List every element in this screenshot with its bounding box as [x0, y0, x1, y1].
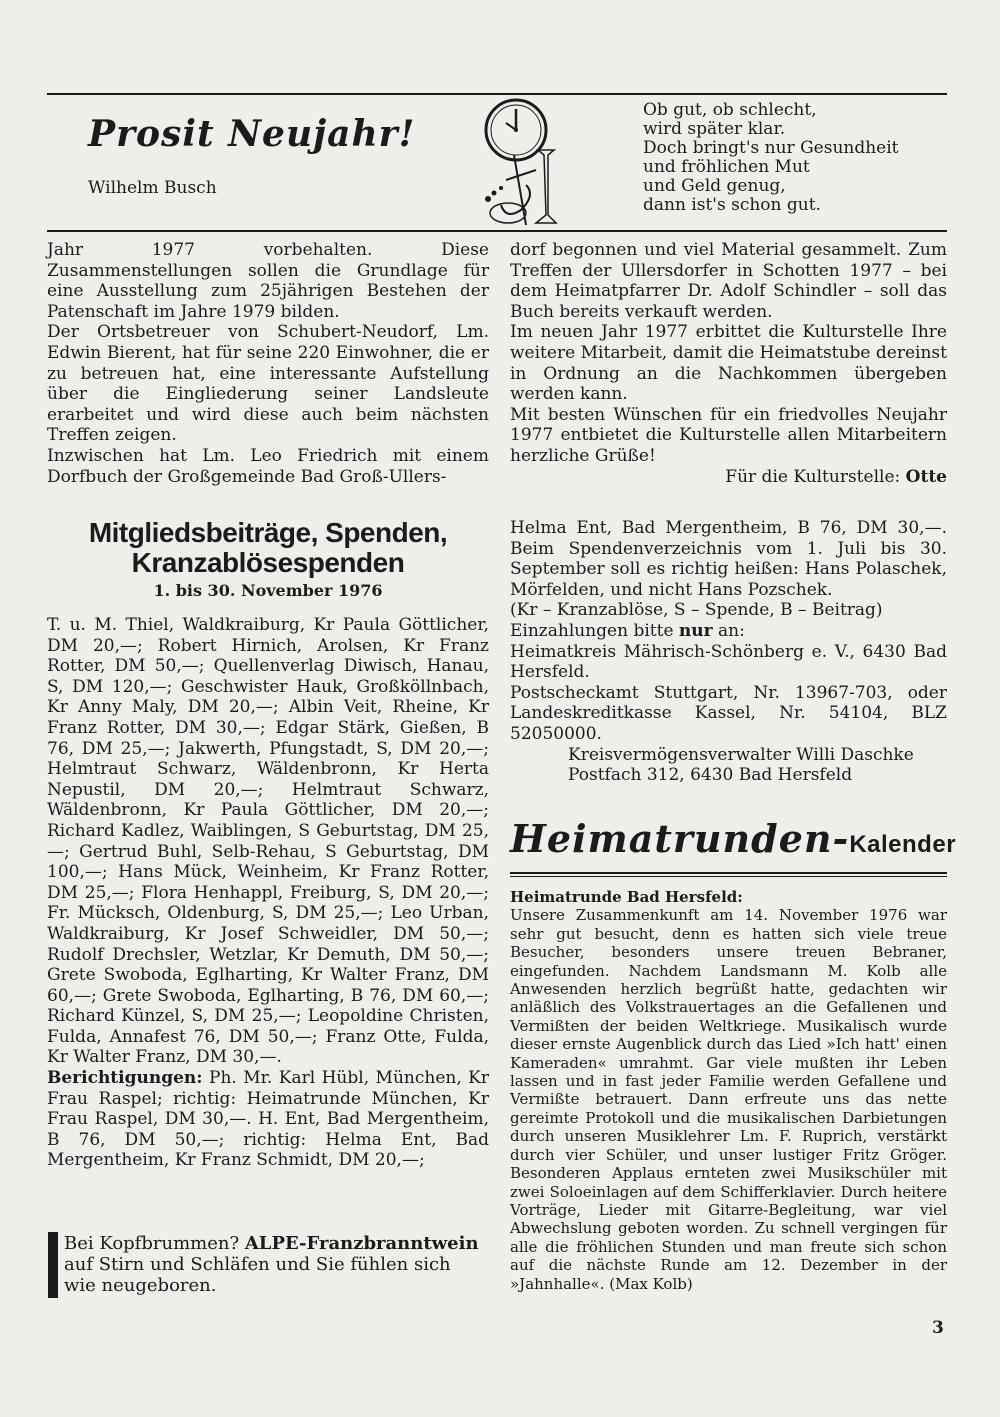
poem-line: Ob gut, ob schlecht, [643, 100, 817, 120]
spenden-headline-line1: Mitgliedsbeiträge, Spenden, [88, 517, 448, 548]
kultur-paragraph: Im neuen Jahr 1977 erbittet die Kulturstelle Ihre weitere Mitarbeit, damit die Heimatstube dereinst in Ordnung an die Nachkommen übergeben werden kann. [510, 322, 947, 405]
ad-product: ALPE-Franzbranntwein [244, 1233, 479, 1254]
kultur-paragraph: Mit besten Wünschen für ein friedvolles Neujahr 1977 entbietet die Kulturstelle allen Mitarbeitern herzliche Grüße! [510, 404, 947, 466]
kultur-right-column [510, 240, 947, 487]
poem-line: und fröhlichen Mut [643, 157, 810, 177]
payment-prefix: Einzahlungen bitte [510, 620, 674, 641]
signature-name: Otte [905, 466, 947, 487]
kultur-paragraph: Inzwischen hat Lm. Leo Friedrich mit einem Dorfbuch der Großgemeinde Bad Groß-Ullers- [47, 445, 489, 487]
alpe-advert [64, 1233, 484, 1296]
kalender-rule-top [510, 872, 947, 874]
payment-suffix: an: [718, 620, 745, 641]
kalender-title [510, 815, 957, 863]
spenden-headline [47, 518, 489, 578]
corrections-text: Ph. Mr. Karl Hübl, München, Kr Frau Raspel; richtig: Heimatrunde München, Kr Frau Raspel, DM 30,—. H. Ent, Bad Mergentheim, B 76, DM 50,—; richtig: Helma Ent, Bad Mergentheim, Kr Franz Schmidt, DM 20,—; [47, 1068, 490, 1171]
kalender-title-main: Heimatrunden- [510, 816, 850, 861]
spenden-corrections [47, 1068, 489, 1171]
kalender-title-suffix: Kalender [849, 831, 957, 858]
payment-address: Heimatkreis Mährisch-Schönberg e. V., 6430 Bad Hersfeld. [510, 641, 947, 683]
poem [643, 101, 943, 215]
ad-prefix: Bei Kopfbrummen? [64, 1233, 240, 1254]
treasurer-address: Postfach 312, 6430 Bad Hersfeld [568, 765, 853, 786]
poem-line: Doch bringt's nur Gesundheit [643, 138, 899, 158]
section-title: Heimatrunde Bad Hersfeld: [510, 888, 743, 906]
poem-line: dann ist's schon gut. [643, 195, 821, 215]
heimatrunde-body: Unsere Zusammenkunft am 14. November 1976 war sehr gut besucht, denn es hatten sich viele treue Besucher, besonders unsere treuen Bebraner, eingefunden. Nachdem Landsmann M. Kolb alle Anwesenden herzlich begrüßt hatte, gedachten wir anläßlich des Volkstrauertages an die Gefallenen und Vermißten der beiden Weltkriege. Musikalisch wurde dieser ernste Augenblick durch das Lied »Ich hatt' einen Kameraden« umrahmt. Gar viele mußten ihr Leben lassen und in fast jeder Familie werden Gefallene und Vermißte betrauert. Dann erfreute uns das nette gereimte Protokoll und die musikalischen Darbietungen durch unseren Musiklehrer Lm. F. Ruprich, verstärkt durch vier Schüler, und unser lustiger Fritz Gröger. Besonderen Applaus ernteten zwei Musikschüler mit zwei Soloeinlagen auf dem Schifferklavier. Durch heitere Vorträge, Lieder mit Gitarre-Begleitung, war viel Abwechslung geboten worden. Zu schnell vergingen für alle die fröhlichen Stunden und man freute sich schon auf die nächste Runde am 12. Dezember in der »Jahnhalle«. (Max Kolb) [510, 906, 947, 1293]
poem-line: wird später klar. [643, 119, 786, 139]
page-title: Prosit Neujahr! [88, 113, 416, 155]
poem-line: und Geld genug, [643, 176, 786, 196]
signature-prefix: Für die Kulturstelle: [725, 466, 901, 487]
spenden-headline-line2: Kranzablösespenden [131, 547, 405, 578]
spenden-right-text: Helma Ent, Bad Mergentheim, B 76, DM 30,—. Beim Spendenverzeichnis vom 1. Juli bis 30. September soll es richtig heißen: Hans Polaschek, Mörfelden, und nicht Hans Pozschek. [510, 518, 947, 600]
kalender-rule-bottom [510, 876, 947, 877]
ad-suffix: auf Stirn und Schläfen und Sie fühlen sich wie neugeboren. [64, 1254, 451, 1296]
corrections-label: Berichtigungen: [47, 1068, 203, 1089]
kultur-left-column [47, 240, 489, 487]
kultur-signature [510, 467, 947, 488]
spenden-body: T. u. M. Thiel, Waldkraiburg, Kr Paula Göttlicher, DM 20,—; Robert Hirnich, Arolsen, Kr Franz Rotter, DM 50,—; Quellenverlag Diwisch, Hanau, S, DM 120,—; Geschwister Hauk, Großköllnbach, Kr Anny Maly, DM 20,—; Albin Veit, Rheine, Kr Franz Rotter, DM 30,—; Edgar Stärk, Gießen, B 76, DM 25,—; Jakwerth, Pfungstadt, S, DM 20,—; Helmtraut Schwarz, Wäldenbronn, Kr Herta Nepustil, DM 20,—; Helmtraut Schwarz, Wäldenbronn, Kr Paula Göttlicher, DM 20,—; Richard Kadlez, Waiblingen, S Geburtstag, DM 25,—; Gertrud Buhl, Selb-Rehau, S Geburtstag, DM 100,—; Hans Mück, Weinheim, Kr Franz Rotter, DM 25,—; Flora Henhappl, Freiburg, S, DM 20,—; Fr. Mücksch, Oldenburg, S, DM 25,—; Leo Urban, Waldkraiburg, Kr Josef Schweidler, DM 50,—; Rudolf Drechsler, Wetzlar, Kr Demuth, DM 50,—; Grete Swoboda, Eglharting, Kr Walter Franz, DM 60,—; Grete Swoboda, Eglharting, B 76, DM 60,—; Richard Künzel, S, DM 25,—; Leopoldine Christen, Fulda, Annafest 76, DM 50,—; Franz Otte, Fulda, Kr Walter Franz, DM 30,—. [47, 615, 489, 1068]
spenden-list [47, 615, 489, 1171]
kultur-paragraph: Der Ortsbetreuer von Schubert-Neudorf, Lm. Edwin Bierent, hat für seine 220 Einwohner, die er zu betreuen hat, eine interessante Aufstellung über die Eingliederung seiner Landsleute erarbeitet und wird diese auch beim nächsten Treffen zeigen. [47, 322, 489, 446]
ad-bar [48, 1232, 58, 1298]
treasurer-line: Kreisvermögensverwalter Willi Daschke [568, 744, 914, 765]
header-bottom-rule [47, 230, 947, 232]
spenden-right-column [510, 518, 947, 786]
kultur-paragraph: Jahr 1977 vorbehalten. Diese Zusammenstellungen sollen die Grundlage für eine Ausstellung zum 25jährigen Bestehen der Patenschaft im Jahre 1979 bilden. [47, 240, 489, 322]
kultur-paragraph: dorf begonnen und viel Material gesammelt. Zum Treffen der Ullersdorfer in Schotten 1977 – bei dem Heimatpfarrer Dr. Adolf Schindler – soll das Buch bereits verkauft werden. [510, 240, 947, 322]
author-name: Wilhelm Busch [88, 178, 217, 198]
payment-accounts: Postscheckamt Stuttgart, Nr. 13967-703, oder Landeskreditkasse Kassel, Nr. 54104, BLZ 52050000. [510, 682, 947, 744]
clock-illustration [466, 95, 636, 229]
payment-line [510, 621, 947, 642]
heimatrunde-section [510, 888, 947, 1293]
spenden-subtitle: 1. bis 30. November 1976 [153, 581, 383, 600]
spenden-legend: (Kr – Kranzablöse, S – Spende, B – Beitrag) [510, 600, 883, 621]
payment-bold: nur [678, 620, 713, 641]
page-number: 3 [932, 1318, 944, 1338]
